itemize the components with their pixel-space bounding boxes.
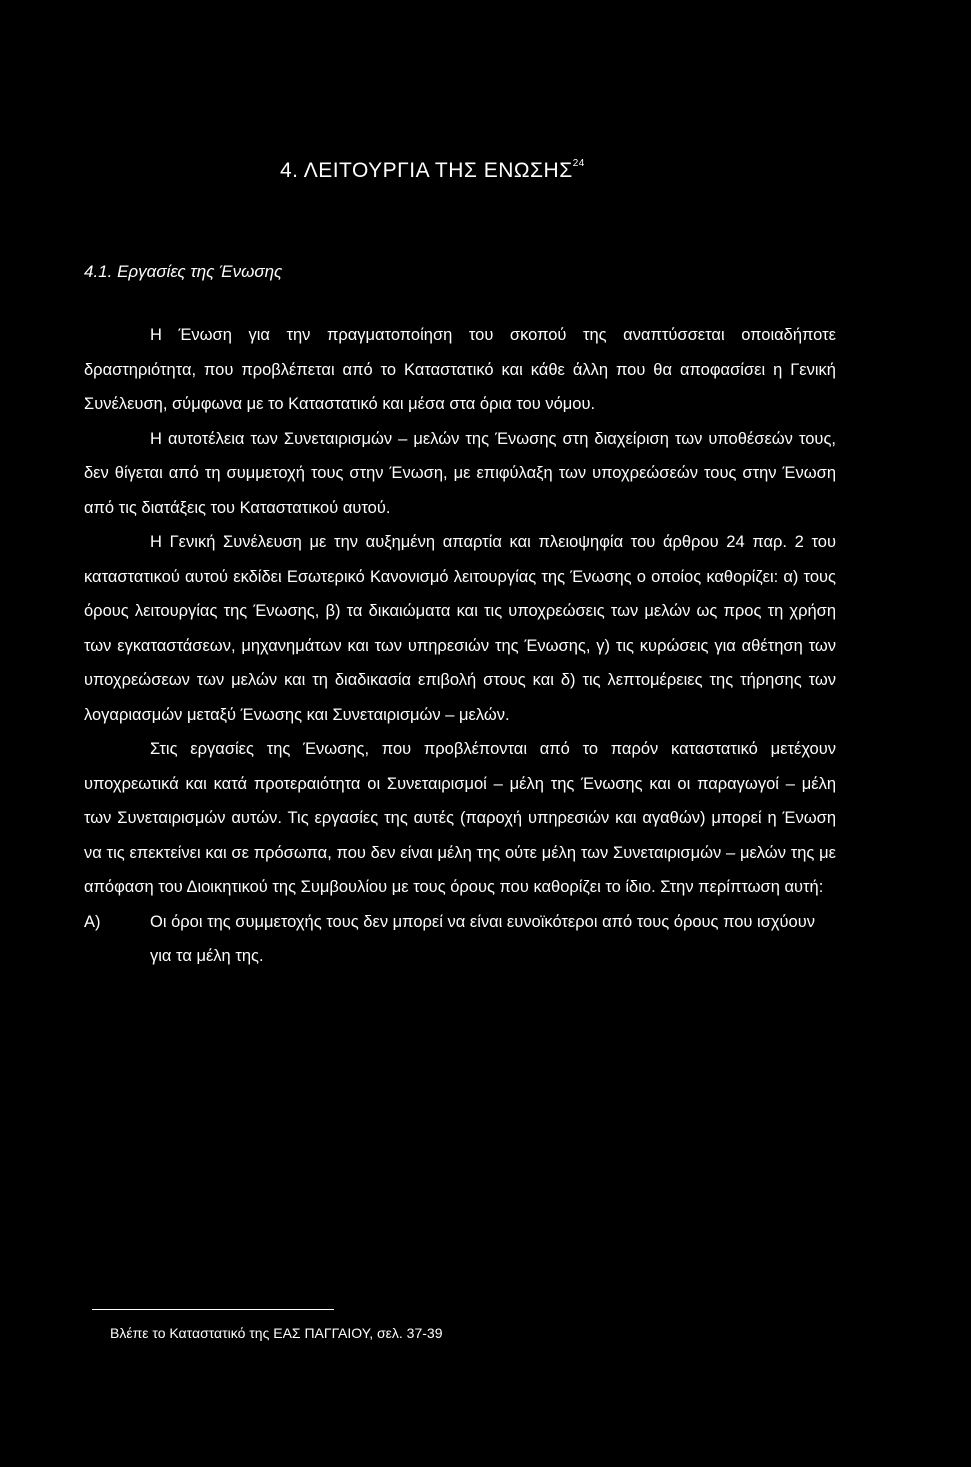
chapter-heading xyxy=(280,158,700,183)
paragraph: Στις εργασίες της Ένωσης, που προβλέπονται από το παρόν καταστατικό μετέχουν υποχρεωτικά και κατά προτεραιότητα οι Συνεταιρισμοί – μέλη της Ένωσης και οι παραγωγοί – μέλη των Συνεταιρισμών αυτών. Τις εργασίες της αυτές (παροχή υπηρεσιών και αγαθών) μπορεί η Ένωση να τις επεκτείνει και σε πρόσωπα, που δεν είναι μέλη της ούτε μέλη των Συνεταιρισμών – μελών της με απόφαση του Διοικητικού της Συμβουλίου με τους όρους που καθορίζει το ίδιο. Στην περίπτωση αυτή: xyxy=(84,740,836,896)
list-item xyxy=(84,905,836,974)
list-item-label: Α) xyxy=(84,912,101,931)
paragraph: Η Ένωση για την πραγματοποίηση του σκοπού της αναπτύσσεται οποιαδήποτε δραστηριότητα, που προβλέπεται από το Καταστατικό και κάθε άλλη που θα αποφασίσει η Γενική Συνέλευση, σύμφωνα με το Καταστατικό και μέσα στα όρια του νόμου. xyxy=(84,326,836,413)
footnote: Βλέπε το Καταστατικό της ΕΑΣ ΠΑΓΓΑΙΟΥ, σελ. 37-39 xyxy=(110,1325,443,1341)
list-item-text: Οι όροι της συμμετοχής τους δεν μπορεί να είναι ευνοϊκότεροι από τους όρους που ισχύουν για τα μέλη της. xyxy=(150,912,815,965)
body-text xyxy=(84,318,836,974)
paragraph: Η αυτοτέλεια των Συνεταιρισμών – μελών της Ένωσης στη διαχείριση των υποθέσεών τους, δεν θίγεται από τη συμμετοχή τους στην Ένωση, με επιφύλαξη των υποχρεώσεών τους στην Ένωση από τις διατάξεις του Καταστατικού αυτού. xyxy=(84,429,836,517)
footnote-ref: 24 xyxy=(572,158,585,169)
section-heading: 4.1. Εργασίες της Ένωσης xyxy=(84,262,283,281)
chapter-title: 4. ΛΕΙΤΟΥΡΓΙΑ ΤΗΣ ΕΝΩΣΗΣ xyxy=(280,159,573,182)
footnote-divider xyxy=(92,1309,334,1310)
paragraph: Η Γενική Συνέλευση με την αυξημένη απαρτία και πλειοψηφία του άρθρου 24 παρ. 2 του καταστατικού αυτού εκδίδει Εσωτερικό Κανονισμό λειτουργίας της Ένωσης ο οποίος καθορίζει: α) τους όρους λειτουργίας της Ένωσης, β) τα δικαιώματα και τις υποχρεώσεις των μελών ως προς τη χρήση των εγκαταστάσεων, μηχανημάτων και των υπηρεσιών της Ένωσης, γ) τις κυρώσεις για αθέτηση των υποχρεώσεων των μελών και τη διαδικασία επιβολή στους και δ) τις λεπτομέρειες της τήρησης των λογαριασμών μεταξύ Ένωσης και Συνεταιρισμών – μελών. xyxy=(84,533,836,724)
